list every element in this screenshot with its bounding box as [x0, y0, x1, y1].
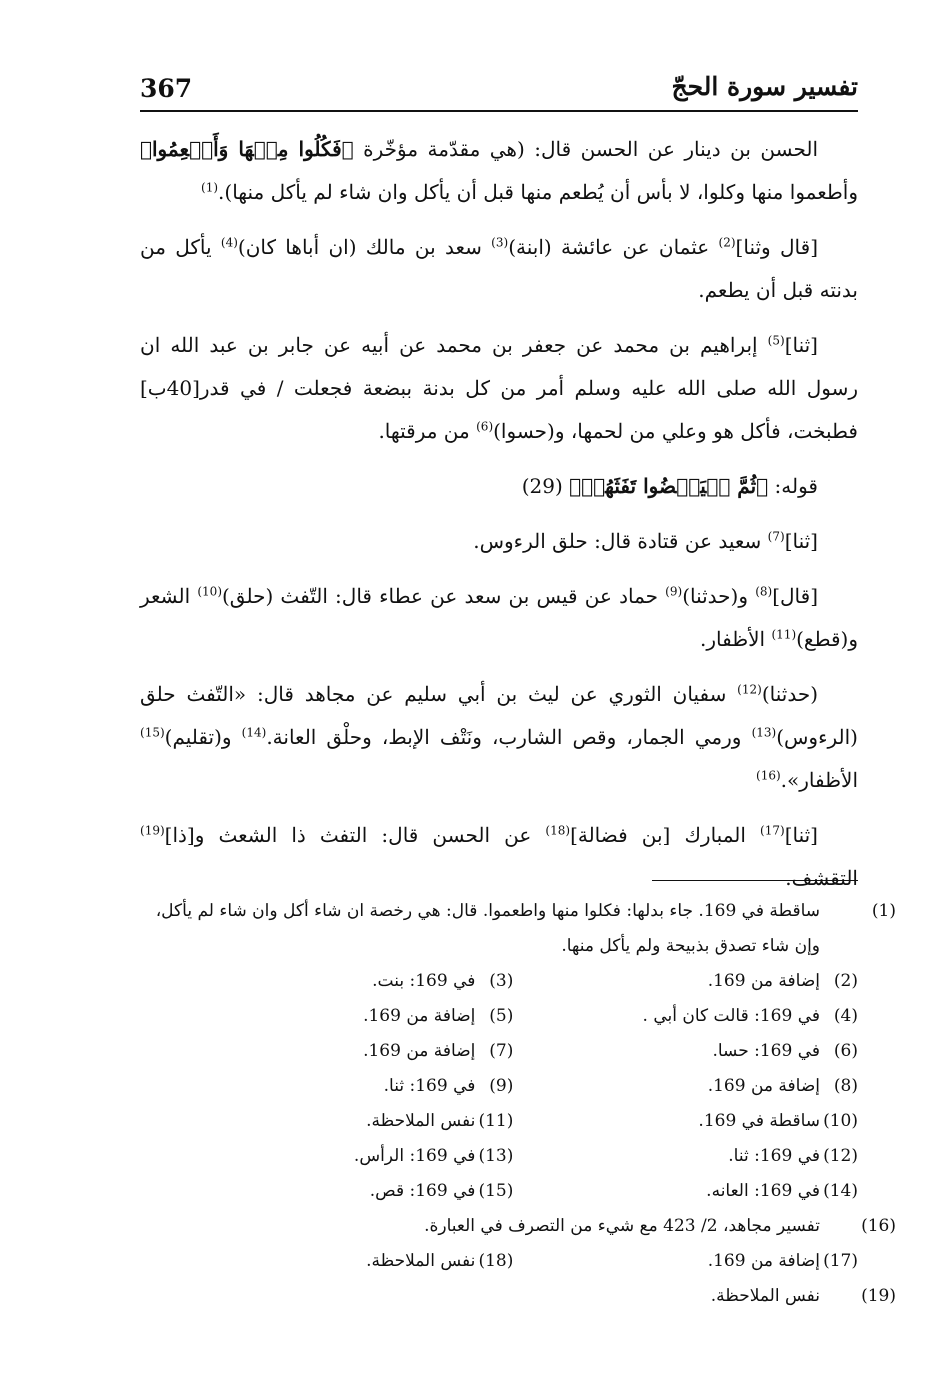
footnote-item — [169, 1174, 514, 1209]
paragraph-text: التقشف. — [785, 866, 858, 890]
paragraph-text: المبارك [بن فضالة] — [570, 823, 761, 847]
paragraph-7 — [140, 673, 858, 802]
footnote-text: في 169: بنت. — [372, 971, 476, 991]
paragraph-text: الحسن بن دينار عن الحسن قال: (هي مقدّمة مؤخّرة — [363, 137, 819, 161]
footnote-number: (19) — [861, 1286, 896, 1306]
footnote-row — [140, 1139, 858, 1174]
footnote-number: (16) — [861, 1216, 896, 1236]
paragraph-text: [ثنا] — [784, 529, 818, 553]
footnote-text: ساقطة في 169. جاء بدلها: فكلوا منها واطعموا. قال: هي رخصة ان شاء أكل وان شاء لم يأكل، وإن شاء تصدق بذبيحة ولم يأكل منها. — [155, 901, 820, 956]
paragraph-text: [قال] — [772, 584, 818, 608]
verse-number: (29) — [521, 474, 570, 498]
footnote-row — [140, 1034, 858, 1069]
footnote-item — [513, 1104, 858, 1139]
footnote-number: (13) — [478, 1146, 514, 1166]
footnote-ref: (6) — [476, 419, 494, 434]
footnote-ref: (9) — [665, 584, 683, 599]
footnote-number: (3) — [489, 971, 514, 991]
footnote-row — [140, 964, 858, 999]
paragraph-5 — [140, 520, 858, 563]
paragraph-text: [ثنا] — [784, 823, 818, 847]
paragraph-text: ورمي الجمار، وقص الشارب، ونَتْف الإبط، وحلْق العانة. — [266, 725, 752, 749]
footnote-19 — [140, 1279, 896, 1314]
paragraph-text: و(حدثنا) — [682, 584, 756, 608]
footnote-1 — [140, 894, 896, 964]
footnote-number: (12) — [823, 1146, 858, 1166]
paragraph-text: وأطعموا منها وكلوا، لا بأس أن يُطعم منها قبل أن يأكل وان شاء لم يأكل منها). — [218, 180, 858, 204]
footnote-number: (8) — [833, 1076, 858, 1096]
paragraph-3 — [140, 324, 858, 453]
paragraph-text: (حدثنا) — [761, 682, 818, 706]
footnote-ref: (15) — [140, 725, 165, 740]
paragraph-text: من مرقتها. — [378, 419, 477, 443]
paragraph-text: الأظفار». — [780, 768, 858, 792]
page-number: 367 — [140, 74, 193, 103]
footnote-ref: (16) — [756, 768, 781, 783]
footnote-number: (5) — [489, 1006, 514, 1026]
footnote-ref: (11) — [771, 627, 797, 642]
footnote-text: إضافة من 169. — [707, 971, 820, 991]
footnote-text: في 169: حسا. — [712, 1041, 820, 1061]
paragraph-text: إبراهيم بن محمد عن جعفر بن محمد عن أبيه عن جابر بن عبد الله ان رسول الله صلى الله عليه وسلم أمر من كل بدنة ببضعة فجعلت / في قدر[40ب] فطبخت، فأكل هو وعلي من لحمها، و(حسوا) — [140, 333, 858, 443]
footnote-row — [140, 1244, 858, 1279]
paragraph-text: سفيان الثوري عن ليث بن أبي سليم عن مجاهد قال: «التّفث حلق (الرءوس) — [140, 682, 858, 749]
quran-verse: ﴿فَكُلُوا مِنۡهَا وَأَطۡعِمُوا﴾ — [140, 137, 354, 161]
footnote-item — [513, 1139, 858, 1174]
footnote-ref: (19) — [140, 823, 165, 838]
footnote-number: (9) — [489, 1076, 514, 1096]
paragraph-1 — [140, 128, 858, 214]
footnote-text: في 169: العانه. — [706, 1181, 820, 1201]
footnote-item — [169, 964, 514, 999]
footnote-text: ساقطة في 169. — [698, 1111, 820, 1131]
footnote-item — [513, 1069, 858, 1104]
footnote-ref: (2) — [718, 235, 736, 250]
footnote-item — [169, 1244, 514, 1279]
paragraph-text: الأظفار. — [700, 627, 772, 651]
footnote-text: تفسير مجاهد، 2/ 423 مع شيء من التصرف في العبارة. — [424, 1216, 820, 1236]
footnote-16 — [140, 1209, 896, 1244]
footnote-ref: (12) — [737, 682, 762, 697]
footnote-text: في 169: الرأس. — [353, 1146, 476, 1166]
paragraph-text: حماد عن قيس بن سعد عن عطاء قال: التّفث (حلق) — [222, 584, 666, 608]
footnote-number: (6) — [833, 1041, 858, 1061]
running-title: تفسير سورة الحجّ — [671, 72, 858, 101]
footnote-item — [513, 964, 858, 999]
footnote-text: نفس الملاحظة. — [710, 1286, 820, 1306]
footnote-item — [169, 1139, 514, 1174]
footnote-number: (2) — [833, 971, 858, 991]
paragraph-text: يأكل من بدنته قبل أن يطعم. — [140, 235, 858, 302]
footnote-item — [169, 1034, 514, 1069]
footnote-item — [169, 999, 514, 1034]
paragraph-2 — [140, 226, 858, 312]
paragraph-4 — [140, 465, 858, 508]
paragraph-text: سعد بن مالك (ان أباها كان) — [237, 235, 492, 259]
paragraph-text: عن الحسن قال: التفث ذا الشعث و[ذا] — [164, 823, 546, 847]
paragraph-6 — [140, 575, 858, 661]
footnote-number: (11) — [478, 1111, 514, 1131]
footnote-text: نفس الملاحظة. — [366, 1251, 476, 1271]
paragraph-text: [قال وثنا] — [735, 235, 818, 259]
footnote-ref: (14) — [241, 725, 267, 740]
footnote-number: (4) — [833, 1006, 858, 1026]
footnote-ref: (17) — [760, 823, 785, 838]
footnote-ref: (5) — [767, 333, 785, 348]
footnote-ref: (4) — [220, 235, 238, 250]
footnote-row — [140, 1104, 858, 1139]
paragraph-text: [ثنا] — [784, 333, 818, 357]
paragraph-text: و(تقليم) — [164, 725, 242, 749]
footnote-number: (14) — [823, 1181, 858, 1201]
footnote-item — [513, 1034, 858, 1069]
footnote-text: إضافة من 169. — [363, 1041, 476, 1061]
paragraph-8 — [140, 814, 858, 900]
footnote-ref: (18) — [545, 823, 571, 838]
footnote-row — [140, 1174, 858, 1209]
footnote-number: (17) — [823, 1251, 858, 1271]
footnote-item — [169, 1104, 514, 1139]
page-header — [140, 68, 858, 108]
footnote-item — [513, 999, 858, 1034]
footnote-ref: (8) — [755, 584, 773, 599]
quran-verse: ﴿ثُمَّ لۡيَقۡضُوا تَفَثَهُمۡ﴾ — [569, 474, 769, 498]
paragraph-text: سعيد عن قتادة قال: حلق الرءوس. — [473, 529, 768, 553]
main-text — [140, 128, 858, 912]
footnote-row — [140, 1069, 858, 1104]
footnote-text: في 169: قص. — [369, 1181, 476, 1201]
paragraph-text: قوله: — [768, 474, 818, 498]
footnote-ref: (10) — [197, 584, 222, 599]
footnote-ref: (7) — [767, 529, 785, 544]
footnote-number: (1) — [871, 901, 896, 921]
footnote-text: إضافة من 169. — [707, 1076, 820, 1096]
footnote-text: في 169: ثنا. — [383, 1076, 476, 1096]
footnote-number: (7) — [489, 1041, 514, 1061]
footnote-number: (10) — [823, 1111, 858, 1131]
paragraph-text: عثمان عن عائشة (ابنة) — [508, 235, 719, 259]
footnote-ref: (13) — [751, 725, 777, 740]
footnote-ref: (1) — [201, 180, 219, 195]
footnote-ref: (3) — [491, 235, 509, 250]
footnote-text: في 169: ثنا. — [728, 1146, 820, 1166]
footnote-text: في 169: قالت كان أبي . — [642, 1006, 820, 1026]
footnote-text: إضافة من 169. — [707, 1251, 820, 1271]
footnote-number: (18) — [478, 1251, 514, 1271]
footnote-divider — [652, 880, 858, 881]
footnote-item — [513, 1174, 858, 1209]
paragraph-text: الشعر و(قطع) — [140, 584, 858, 651]
footnote-number: (15) — [478, 1181, 514, 1201]
footnote-item — [513, 1244, 858, 1279]
footnote-text: إضافة من 169. — [363, 1006, 476, 1026]
footnotes — [140, 894, 896, 1314]
header-divider — [140, 110, 858, 112]
footnote-text: نفس الملاحظة. — [366, 1111, 476, 1131]
footnote-row — [140, 999, 858, 1034]
footnote-item — [169, 1069, 514, 1104]
